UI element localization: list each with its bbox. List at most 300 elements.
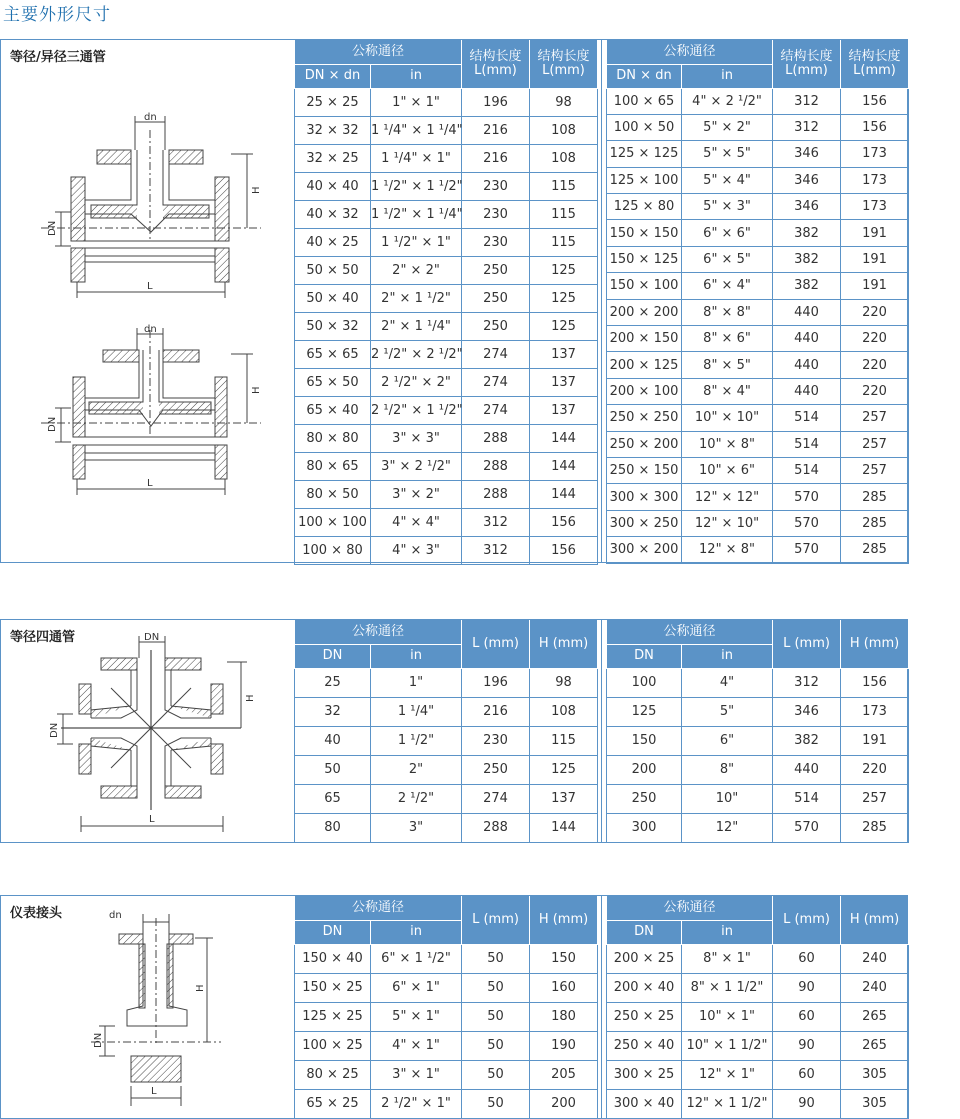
table-row [295,697,598,726]
table-cell: 40 × 25 [295,228,371,256]
table-row [295,284,598,312]
table-cell: 191 [841,246,909,272]
table-cell: 50 [462,1031,530,1060]
table-cell: 4" × 3" [371,536,462,564]
tee-label-L-1: L [147,281,153,292]
table-cell: 216 [462,697,530,726]
table-cell: 200 × 125 [607,352,682,378]
tee-header-col-a: DN × dn [295,64,371,88]
table-cell: 137 [530,396,598,424]
tee-table-left [294,40,598,565]
table-cell: 8" × 8" [682,299,773,325]
table-cell: 382 [773,726,841,755]
table-cell: 144 [530,452,598,480]
table-cell: 12" × 1" [682,1060,773,1089]
table-cell: 2" × 2" [371,256,462,284]
table-row [295,88,598,116]
table-cell: 150 × 125 [607,246,682,272]
table-cell: 230 [462,726,530,755]
table-cell: 300 × 300 [607,484,682,510]
table-cell: 570 [773,510,841,536]
table-cell: 257 [841,784,909,813]
table-cell: 300 × 25 [607,1060,682,1089]
table-cell: 1 ¹/4" × 1 ¹/4" [371,116,462,144]
table-cell: 25 [295,668,371,697]
table-cell: 12" × 12" [682,484,773,510]
table-row [607,1089,909,1118]
tee-label-DN-1: DN [47,220,58,236]
table-cell: 12" × 8" [682,537,773,563]
table-cell: 288 [462,424,530,452]
table-cell: 150 × 25 [295,973,371,1002]
table-cell: 125 × 125 [607,141,682,167]
table-cell: 3" × 2 ¹/2" [371,452,462,480]
table-cell: 200 × 150 [607,326,682,352]
table-cell: 125 × 80 [607,194,682,220]
table-row [295,172,598,200]
table-cell: 191 [841,273,909,299]
tee-label-DN-2: DN [47,416,58,432]
table-cell: 50 [462,1089,530,1118]
table-cell: 240 [841,944,909,973]
table-cell: 382 [773,220,841,246]
gauge-label-dn: dn [109,910,122,921]
table-cell: 230 [462,228,530,256]
table-cell: 285 [841,537,909,563]
gauge-table-right [606,896,909,1119]
gauge-section [0,895,908,1119]
table-cell: 80 × 50 [295,480,371,508]
gauge-header-col-b: in [371,920,462,944]
cross-label-L: L [149,814,155,825]
table-cell: 196 [462,88,530,116]
table-cell: 196 [462,668,530,697]
table-cell: 90 [773,1089,841,1118]
table-cell: 250 × 200 [607,431,682,457]
table-cell: 257 [841,405,909,431]
table-cell: 12" × 1 1/2" [682,1089,773,1118]
table-cell: 200 × 25 [607,944,682,973]
table-row [295,755,598,784]
cross-section [0,619,908,843]
table-cell: 250 [462,755,530,784]
table-cell: 288 [462,813,530,842]
gauge-tbody-left [295,944,598,1118]
table-row [295,508,598,536]
table-row [607,1031,909,1060]
table-cell: 8" [682,755,773,784]
table-row [607,378,909,404]
table-cell: 65 × 50 [295,368,371,396]
table-cell: 312 [773,114,841,140]
table-cell: 200 × 200 [607,299,682,325]
tee-header-col-d-r: 结构长度 L(mm) [841,40,909,88]
cross-header-col-a-r: DN [607,644,682,668]
cross-header-col-b-r: in [682,644,773,668]
table-cell: 180 [530,1002,598,1031]
table-cell: 300 × 40 [607,1089,682,1118]
table-cell: 125 × 100 [607,167,682,193]
table-row [295,668,598,697]
table-cell: 60 [773,1060,841,1089]
table-cell: 346 [773,194,841,220]
table-row [607,813,909,842]
table-cell: 1 ¹/2" × 1 ¹/2" [371,172,462,200]
table-cell: 40 [295,726,371,755]
tee-diagram [1,40,293,560]
table-row [607,784,909,813]
table-row [607,246,909,272]
table-cell: 115 [530,172,598,200]
table-cell: 100 [607,668,682,697]
table-row [295,452,598,480]
table-cell: 100 × 100 [295,508,371,536]
table-cell: 312 [773,668,841,697]
tee-header-col-b-r: in [682,64,773,88]
table-cell: 288 [462,480,530,508]
table-row [607,668,909,697]
table-cell: 4" [682,668,773,697]
cross-header-col-d-r: H (mm) [841,620,909,668]
table-row [607,141,909,167]
table-cell: 300 [607,813,682,842]
table-cell: 1 ¹/4" [371,697,462,726]
table-cell: 100 × 80 [295,536,371,564]
table-cell: 150 [530,944,598,973]
table-cell: 570 [773,813,841,842]
table-cell: 250 × 250 [607,405,682,431]
table-cell: 3" × 2" [371,480,462,508]
table-cell: 150 × 40 [295,944,371,973]
table-cell: 2 ¹/2" × 1" [371,1089,462,1118]
tee-label-dn-2: dn [144,324,157,335]
table-cell: 156 [530,508,598,536]
table-cell: 274 [462,368,530,396]
table-cell: 144 [530,480,598,508]
table-cell: 125 [530,755,598,784]
table-cell: 4" × 1" [371,1031,462,1060]
table-cell: 1 ¹/4" × 1" [371,144,462,172]
table-cell: 191 [841,726,909,755]
table-row [295,480,598,508]
table-cell: 8" × 4" [682,378,773,404]
table-row [295,396,598,424]
table-cell: 2" × 1 ¹/4" [371,312,462,340]
table-cell: 200 [530,1089,598,1118]
table-cell: 8" × 6" [682,326,773,352]
table-cell: 5" [682,697,773,726]
table-cell: 440 [773,755,841,784]
table-cell: 274 [462,396,530,424]
table-cell: 216 [462,144,530,172]
table-cell: 382 [773,246,841,272]
table-cell: 382 [773,273,841,299]
table-cell: 65 × 65 [295,340,371,368]
gauge-label-L: L [151,1086,157,1097]
table-row [607,1002,909,1031]
table-row [607,755,909,784]
table-cell: 200 × 40 [607,973,682,1002]
table-row [295,256,598,284]
table-cell: 150 × 150 [607,220,682,246]
table-row [295,784,598,813]
table-cell: 191 [841,220,909,246]
table-cell: 440 [773,378,841,404]
table-cell: 570 [773,537,841,563]
table-cell: 285 [841,484,909,510]
table-cell: 173 [841,167,909,193]
table-row [295,1089,598,1118]
table-cell: 205 [530,1060,598,1089]
cross-header-col-c-r: L (mm) [773,620,841,668]
table-cell: 125 [530,284,598,312]
table-cell: 274 [462,340,530,368]
table-cell: 250 [462,284,530,312]
gauge-header-col-c-r: L (mm) [773,896,841,944]
table-row [295,424,598,452]
table-row [607,510,909,536]
table-cell: 32 × 25 [295,144,371,172]
table-cell: 80 [295,813,371,842]
tee-header-nominal-r: 公称通径 [607,40,773,64]
table-cell: 2" [371,755,462,784]
table-cell: 156 [841,88,909,114]
table-cell: 220 [841,352,909,378]
tee-label-dn-1: dn [144,112,157,123]
table-cell: 125 [530,256,598,284]
table-cell: 4" × 2 ¹/2" [682,88,773,114]
table-cell: 3" × 3" [371,424,462,452]
table-cell: 50 [462,973,530,1002]
table-cell: 250 [462,256,530,284]
table-cell: 6" × 1" [371,973,462,1002]
gauge-tbody-right [607,944,909,1118]
table-cell: 570 [773,484,841,510]
table-cell: 10" × 1" [682,1002,773,1031]
table-cell: 65 [295,784,371,813]
table-row [607,326,909,352]
table-cell: 300 × 200 [607,537,682,563]
table-cell: 80 × 80 [295,424,371,452]
table-cell: 514 [773,405,841,431]
table-cell: 1" [371,668,462,697]
table-row [295,1031,598,1060]
tee-header-nominal: 公称通径 [295,40,462,64]
table-cell: 98 [530,668,598,697]
table-cell: 137 [530,784,598,813]
table-cell: 156 [530,536,598,564]
table-cell: 3" × 1" [371,1060,462,1089]
cross-label-DN-top: DN [144,632,160,643]
gauge-header-col-a: DN [295,920,371,944]
table-cell: 12" × 10" [682,510,773,536]
table-row [607,457,909,483]
table-row [607,167,909,193]
gauge-label-H: H [195,984,206,992]
table-cell: 100 × 65 [607,88,682,114]
table-cell: 250 [462,312,530,340]
cross-table-right [606,620,909,843]
table-cell: 125 × 25 [295,1002,371,1031]
table-cell: 4" × 4" [371,508,462,536]
table-cell: 173 [841,697,909,726]
table-row [607,114,909,140]
tee-label-H-1: H [251,186,262,194]
table-cell: 5" × 3" [682,194,773,220]
table-cell: 285 [841,813,909,842]
cross-tbody-left [295,668,598,842]
table-cell: 50 × 50 [295,256,371,284]
table-cell: 220 [841,755,909,784]
table-cell: 274 [462,784,530,813]
cross-tbody-right [607,668,909,842]
cross-header-col-b: in [371,644,462,668]
table-cell: 150 × 100 [607,273,682,299]
table-cell: 216 [462,116,530,144]
table-cell: 250 × 25 [607,1002,682,1031]
table-cell: 200 [607,755,682,784]
cross-label-H: H [245,694,256,702]
table-cell: 514 [773,457,841,483]
tee-tbody-left [295,88,598,564]
table-cell: 25 × 25 [295,88,371,116]
table-cell: 10" × 10" [682,405,773,431]
table-cell: 144 [530,813,598,842]
table-row [607,405,909,431]
table-cell: 1 ¹/2" [371,726,462,755]
table-row [295,116,598,144]
table-cell: 50 × 40 [295,284,371,312]
table-cell: 2" × 1 ¹/2" [371,284,462,312]
table-row [607,944,909,973]
table-row [295,944,598,973]
gauge-header-col-b-r: in [682,920,773,944]
tee-table-separator [601,40,602,562]
table-cell: 100 × 50 [607,114,682,140]
table-cell: 6" [682,726,773,755]
table-cell: 240 [841,973,909,1002]
tee-table-right [606,40,909,564]
table-cell: 440 [773,326,841,352]
table-cell: 5" × 5" [682,141,773,167]
table-cell: 265 [841,1002,909,1031]
table-cell: 265 [841,1031,909,1060]
tee-header-col-d: 结构长度 L(mm) [530,40,598,88]
table-cell: 257 [841,431,909,457]
table-row [295,312,598,340]
gauge-table-separator [601,896,602,1118]
table-cell: 200 × 100 [607,378,682,404]
table-row [295,813,598,842]
table-cell: 1" × 1" [371,88,462,116]
table-row [295,228,598,256]
tee-label-H-2: H [251,386,262,394]
table-cell: 220 [841,326,909,352]
table-cell: 80 × 65 [295,452,371,480]
table-cell: 346 [773,167,841,193]
table-cell: 50 [462,1060,530,1089]
table-cell: 6" × 6" [682,220,773,246]
tee-section [0,39,908,563]
table-row [295,536,598,564]
table-cell: 285 [841,510,909,536]
table-cell: 250 × 150 [607,457,682,483]
gauge-header-col-a-r: DN [607,920,682,944]
table-cell: 32 × 32 [295,116,371,144]
gauge-diagram [1,896,293,1118]
table-cell: 230 [462,172,530,200]
table-row [607,273,909,299]
table-cell: 98 [530,88,598,116]
table-cell: 250 × 40 [607,1031,682,1060]
table-cell: 5" × 2" [682,114,773,140]
table-cell: 50 [295,755,371,784]
table-cell: 2 ¹/2" [371,784,462,813]
table-cell: 80 × 25 [295,1060,371,1089]
table-row [295,340,598,368]
table-cell: 108 [530,144,598,172]
table-row [607,1060,909,1089]
table-cell: 115 [530,726,598,755]
table-cell: 10" × 1 1/2" [682,1031,773,1060]
table-cell: 12" [682,813,773,842]
table-cell: 50 [462,944,530,973]
table-cell: 514 [773,431,841,457]
table-cell: 230 [462,200,530,228]
table-cell: 8" × 1 1/2" [682,973,773,1002]
tee-title: 等径/异径三通管 [10,50,106,65]
gauge-header-col-c: L (mm) [462,896,530,944]
table-cell: 125 [530,312,598,340]
table-cell: 288 [462,452,530,480]
table-cell: 40 × 40 [295,172,371,200]
cross-header-nominal: 公称通径 [295,620,462,644]
tee-tbody-right [607,88,909,563]
table-row [607,537,909,563]
cross-header-nominal-r: 公称通径 [607,620,773,644]
cross-table-separator [601,620,602,842]
table-row [295,726,598,755]
table-cell: 10" [682,784,773,813]
table-cell: 8" × 5" [682,352,773,378]
table-row [295,973,598,1002]
cross-header-col-c: L (mm) [462,620,530,668]
table-cell: 1 ¹/2" × 1" [371,228,462,256]
table-row [607,220,909,246]
tee-drawing-top [41,116,261,298]
cross-header-col-d: H (mm) [530,620,598,668]
tee-header-col-a-r: DN × dn [607,64,682,88]
gauge-table-left [294,896,598,1119]
table-cell: 90 [773,973,841,1002]
table-row [607,299,909,325]
table-cell: 2 ¹/2" × 1 ¹/2" [371,396,462,424]
table-cell: 312 [462,508,530,536]
table-cell: 257 [841,457,909,483]
tee-header-col-c-r: 结构长度 L(mm) [773,40,841,88]
table-cell: 40 × 32 [295,200,371,228]
table-row [607,88,909,114]
table-cell: 3" [371,813,462,842]
table-cell: 1 ¹/2" × 1 ¹/4" [371,200,462,228]
table-cell: 50 × 32 [295,312,371,340]
table-cell: 250 [607,784,682,813]
table-cell: 6" × 5" [682,246,773,272]
table-cell: 65 × 25 [295,1089,371,1118]
gauge-header-col-d-r: H (mm) [841,896,909,944]
table-cell: 10" × 6" [682,457,773,483]
table-row [607,726,909,755]
